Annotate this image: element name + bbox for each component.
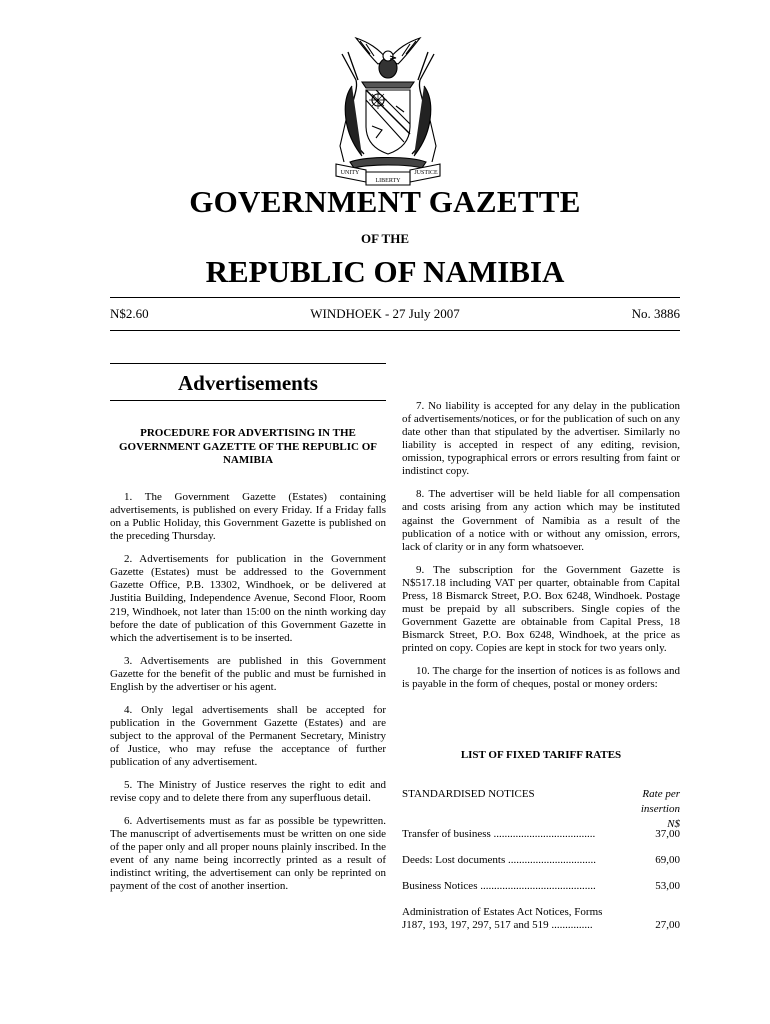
tariff-row-value: 69,00 <box>655 854 680 866</box>
issue-number: No. 3886 <box>631 306 680 321</box>
paragraph-5: 5. The Ministry of Justice reserves the right to edit and revise copy and to delete there from any superfluous detail. <box>110 778 386 805</box>
right-column <box>402 400 680 701</box>
republic-title: REPUBLIC OF NAMIBIA <box>205 254 565 289</box>
tariff-row-value: 53,00 <box>655 880 680 892</box>
tariff-row-value: 27,00 <box>655 919 680 931</box>
paragraph-4: 4. Only legal advertisements shall be accepted for publication in the Government Gazette (Estates) and are subject to the approval of the Permanent Secretary, Ministry of Justice, who may refuse the acceptance of further publication of any advertisement. <box>110 703 386 769</box>
header-rule-bottom <box>110 330 680 331</box>
paragraph-7: 7. No liability is accepted for any delay in the publication of advertisements/notices, or for the publication of such on any date other than that stipulated by the advertiser. Similarly no liability is accepted in respect of any editing, revision, omission, typographical errors or errors resulting from faint or indistinct copy. <box>402 400 680 478</box>
paragraph-9: 9. The subscription for the Government Gazette is N$517.18 including VAT per quarter, obtainable from Capital Press, 18 Bismarck Street, P.O. Box 6248, Windhoek. Postage must be prepaid by all subscribers. Single copies of the Government Gazette are obtainable from Capital Press, 18 Bismarck Street, P.O. Box 6248, Windhoek, at the price as printed on copy. Copies are kept in stock for two years only. <box>402 563 680 655</box>
paragraph-10: 10. The charge for the insertion of notices is as follows and is payable in the form of cheques, postal or money orders: <box>402 665 680 691</box>
tariff-row-label: Deeds: Lost documents ................................ <box>402 854 597 866</box>
insertion-label: insertion <box>640 803 680 815</box>
paragraph-1: 1. The Government Gazette (Estates) containing advertisements, is published on every Friday. If a Friday falls on a Public Holiday, this Government Gazette is published on the preceding Thursday. <box>110 491 386 543</box>
tariff-row-label: Administration of Estates Act Notices, Forms <box>402 906 603 918</box>
motto-unity: UNITY <box>340 170 360 176</box>
procedure-heading: PROCEDURE FOR ADVERTISING IN THE GOVERNMENT GAZETTE OF THE REPUBLIC OF NAMIBIA <box>118 427 378 466</box>
tariff-row-label-cont: J187, 193, 197, 297, 517 and 519 ............... <box>402 919 593 931</box>
gazette-title: GOVERNMENT GAZETTE <box>189 184 581 219</box>
tariff-row-value: 37,00 <box>655 828 680 840</box>
paragraph-8: 8. The advertiser will be held liable for all compensation and costs arising from any action which may be instituted against the Government of Namibia as a result of the publication of a notice with or without any omission, errors, lack of clarity or in any form whatsoever. <box>402 488 680 553</box>
paragraph-3: 3. Advertisements are published in this Government Gazette for the benefit of the public and must be furnished in English by the advertiser or his agent. <box>110 654 386 693</box>
left-column <box>110 491 386 903</box>
paragraph-6: 6. Advertisements must as far as possible be typewritten. The manuscript of advertisements must be written on one side of the paper only and all proper nouns plainly inscribed. In the event of any name being incorrectly printed as a result of indistinct writing, the advertisement can only be reprinted on payment of the cost of another insertion. <box>110 814 386 893</box>
tariff-row-label: Transfer of business ..................................... <box>402 828 596 840</box>
section-rule-top <box>110 363 386 364</box>
rate-per-label: Rate per <box>642 788 680 800</box>
tariff-col-left-header: STANDARDISED NOTICES <box>402 788 535 800</box>
tariff-col-right-header <box>641 788 680 831</box>
motto-justice: JUSTICE <box>414 170 438 176</box>
paragraph-2: 2. Advertisements for publication in the Government Gazette (Estates) must be addressed to the Government Gazette Office, P.B. 13302, Windhoek, or be delivered at Justitia Building, Independence Avenue, Second Floor, Room 219, Windhoek, not later than 15:00 on the ninth working day before the date of publication of this Government Gazette in which the advertisement is to be inserted. <box>110 553 386 644</box>
header-rule-top <box>110 297 680 298</box>
section-rule-bottom <box>110 400 386 401</box>
gazette-subtitle: OF THE <box>360 231 410 246</box>
issue-place-date: WINDHOEK - 27 July 2007 <box>310 306 460 321</box>
motto-liberty: LIBERTY <box>375 178 401 184</box>
issue-price: N$2.60 <box>110 306 149 321</box>
tariff-row-label: Business Notices .......................................... <box>402 880 596 892</box>
section-title: Advertisements <box>178 371 318 395</box>
coat-of-arms-emblem <box>326 34 450 186</box>
tariff-heading: LIST OF FIXED TARIFF RATES <box>460 749 622 761</box>
currency-label: N$ <box>667 818 680 830</box>
